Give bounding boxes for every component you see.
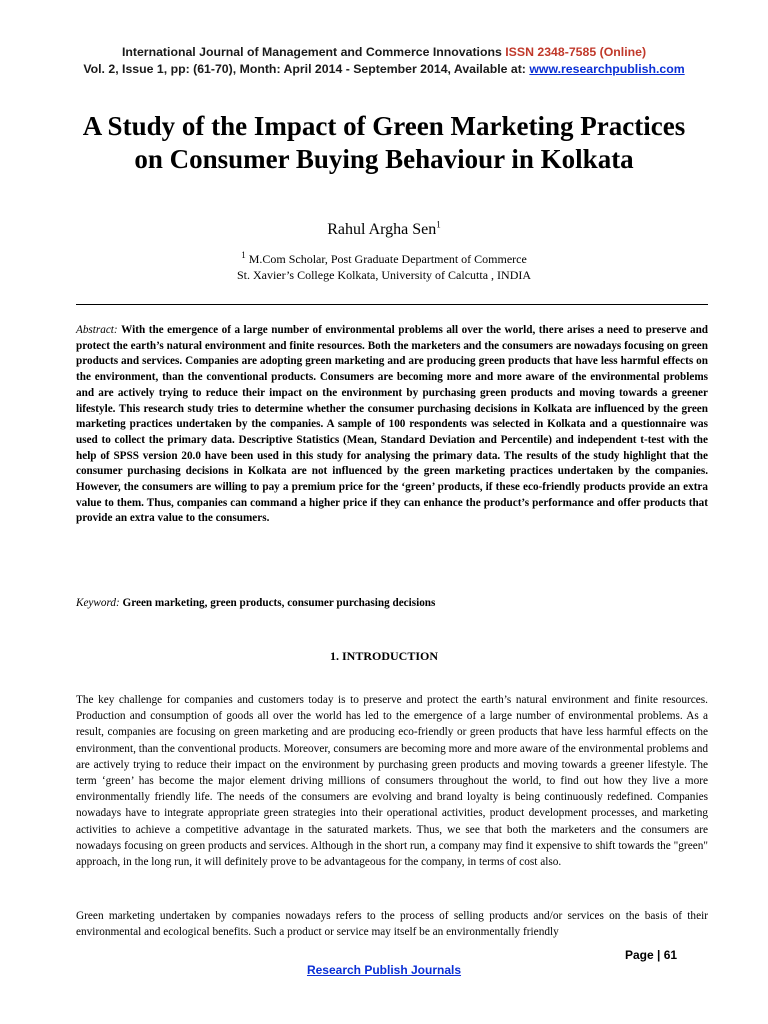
separator-rule [76, 304, 708, 305]
section-heading-introduction: 1. INTRODUCTION [329, 649, 438, 663]
journal-header-line2 [0, 61, 768, 78]
author [0, 221, 768, 239]
intro-paragraph-1: The key challenge for companies and customers today is to preserve and protect the earth’s natural environment and finite resources. Production and consumption of goods all over the world has led to the emergence of a large number of environmental problems. As a result, companies are focusing on green marketing and are producing eco-friendly or green products that have less harmful effects on the environment, than the conventional products. Moreover, consumers are becoming more and more aware of the environmental problems and are actively trying to reduce their impact on the environment by purchasing green products and moving towards a greener lifestyle. The term ‘green’ has become the major element driving millions of consumers throughout the world, to find out how they live a more environmentally friendly life. The needs of the consumers are evolving and brand loyalty is being continuously redefined. Companies nowadays have to integrate appropriate green strategies into their operational activities, product development processes, and marketing activities to achieve a competitive advantage in the saturated markets. Thus, we see that both the marketers and the consumers are nowadays focusing on green products and services. Although in the short run, a company may find it expensive to shift towards the "green" approach, in the long run, it will definitely prove to be advantageous for the company, in terms of cost also. [76, 694, 708, 869]
author-superscript: 1 [436, 219, 441, 230]
keywords [76, 595, 708, 611]
journal-header-line1 [0, 44, 768, 61]
intro-paragraph-2: Green marketing undertaken by companies nowadays refers to the process of selling products and/or services on the basis of their environmental and ecological benefits. Such a product or service may itself be an environmentally friendly [76, 910, 708, 939]
journal-header [0, 44, 768, 78]
journal-issn: ISSN 2348-7585 (Online) [505, 45, 647, 59]
author-name: Rahul Argha Sen [327, 221, 437, 238]
affiliation-line1 [0, 251, 768, 267]
page-number: Page | 61 [625, 948, 678, 962]
keyword-label: Keyword: [76, 597, 120, 609]
abstract [76, 323, 708, 527]
affiliation-department: M.Com Scholar, Post Graduate Department of Commerce [248, 252, 527, 266]
journal-volume-info: Vol. 2, Issue 1, pp: (61-70), Month: April 2014 - September 2014, Available at: [83, 62, 526, 76]
paper-title: A Study of the Impact of Green Marketing Practices on Consumer Buying Behaviour in Kolkata [82, 111, 686, 174]
affiliation [0, 251, 768, 283]
affiliation-superscript: 1 [241, 250, 246, 260]
footer [0, 963, 768, 977]
journal-url-link[interactable]: www.researchpublish.com [529, 62, 685, 76]
journal-name: International Journal of Management and Commerce Innovations [121, 45, 502, 59]
keyword-text: Green marketing, green products, consumer purchasing decisions [122, 597, 436, 609]
affiliation-line2: St. Xavier’s College Kolkata, University of Calcutta , INDIA [236, 268, 532, 282]
abstract-text: With the emergence of a large number of environmental problems all over the world, there arises a need to preserve and protect the earth’s natural environment and finite resources. Both the marketers and the consumers are nowadays focusing on green products and services. Companies are adopting green marketing and are producing green products that have less harmful effects on the environment, than the conventional products. Consumers are becoming more and more aware of the environmental problems and are actively trying to reduce their impact on the environment by purchasing green products and moving towards a greener lifestyle. This research study tries to determine whether the consumer purchasing decisions in Kolkata are influenced by the green marketing practices undertaken by the companies. A sample of 100 respondents was selected in Kolkata and a questionnaire was used to collect the primary data. Descriptive Statistics (Mean, Standard Deviation and Percentile) and independent t-test with the help of SPSS version 20.0 have been used in this study for analysing the primary data. The results of the study highlight that the consumer purchasing decisions in Kolkata are not influenced by the green marketing practices undertaken by the companies. However, the consumers are willing to pay a premium price for the ‘green’ products, if these eco-friendly products provide an extra value to them. Thus, companies can command a higher price if they can enhance the product’s performance and offer products that provide an extra value to the consumers. [76, 324, 709, 525]
footer-publisher-link[interactable]: Research Publish Journals [306, 963, 462, 977]
abstract-label: Abstract: [76, 324, 118, 336]
